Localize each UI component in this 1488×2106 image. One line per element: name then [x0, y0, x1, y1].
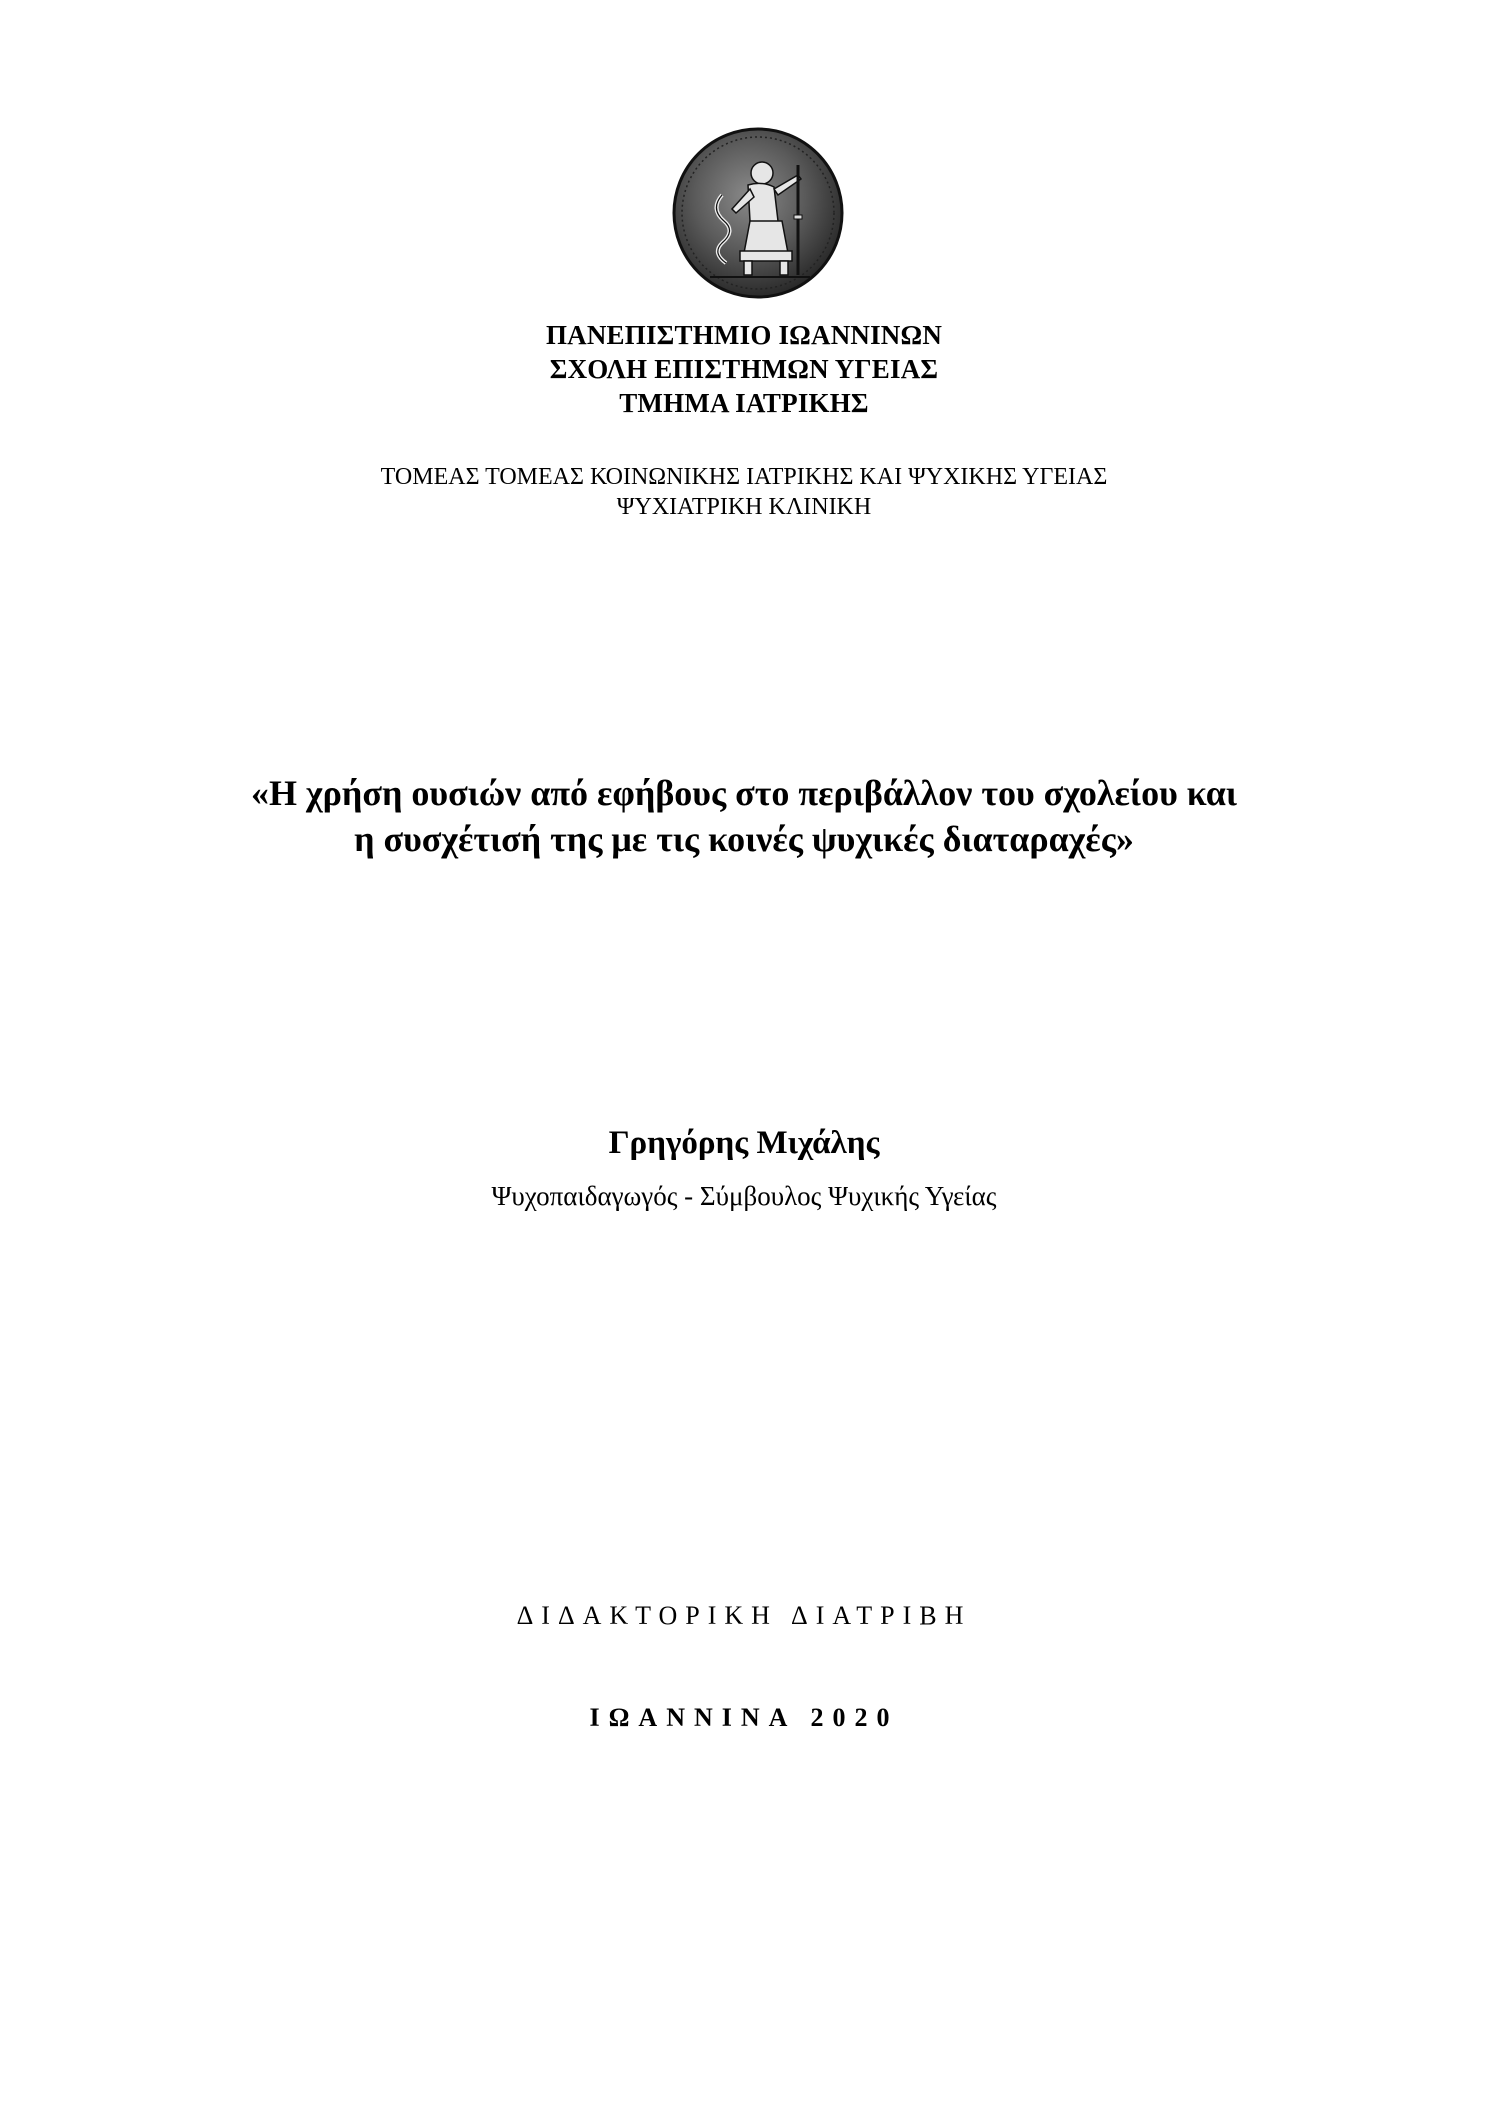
- school-name: ΣΧΟΛΗ ΕΠΙΣΤΗΜΩΝ ΥΓΕΙΑΣ: [549, 354, 939, 384]
- university-header: [0, 318, 1488, 420]
- faculty-name: ΤΜΗΜΑ ΙΑΤΡΙΚΗΣ: [619, 388, 869, 418]
- author-name: Γρηγόρης Μιχάλης: [608, 1125, 880, 1161]
- author-role: Ψυχοπαιδαγωγός - Σύμβουλος Ψυχικής Υγείας: [491, 1181, 997, 1211]
- thesis-title-line-1: «Η χρήση ουσιών από εφήβους στο περιβάλλον του σχολείου και: [251, 773, 1237, 813]
- university-seal-icon: [670, 125, 846, 301]
- thesis-title-line-2: η συσχέτισή της με τις κοινές ψυχικές διαταραχές»: [354, 819, 1134, 859]
- author-section: [0, 1122, 1488, 1214]
- department-header: [0, 462, 1488, 522]
- thesis-type: ΔΙΔΑΚΤΟΡΙΚΗ ΔΙΑΤΡΙΒΗ: [516, 1601, 972, 1630]
- clinic-name: ΨΥΧΙΑΤΡΙΚΗ ΚΛΙΝΙΚΗ: [616, 494, 872, 520]
- thesis-title: [0, 770, 1488, 862]
- sector-name: ΤΟΜΕΑΣ ΤΟΜΕΑΣ ΚΟΙΝΩΝΙΚΗΣ ΙΑΤΡΙΚΗΣ ΚΑΙ ΨΥΧΙΚΗΣ ΥΓΕΙΑΣ: [380, 464, 1108, 490]
- place-year: ΙΩΑΝΝΙΝΑ 2020: [589, 1703, 899, 1732]
- university-name: ΠΑΝΕΠΙΣΤΗΜΙΟ ΙΩΑΝΝΙΝΩΝ: [545, 320, 943, 350]
